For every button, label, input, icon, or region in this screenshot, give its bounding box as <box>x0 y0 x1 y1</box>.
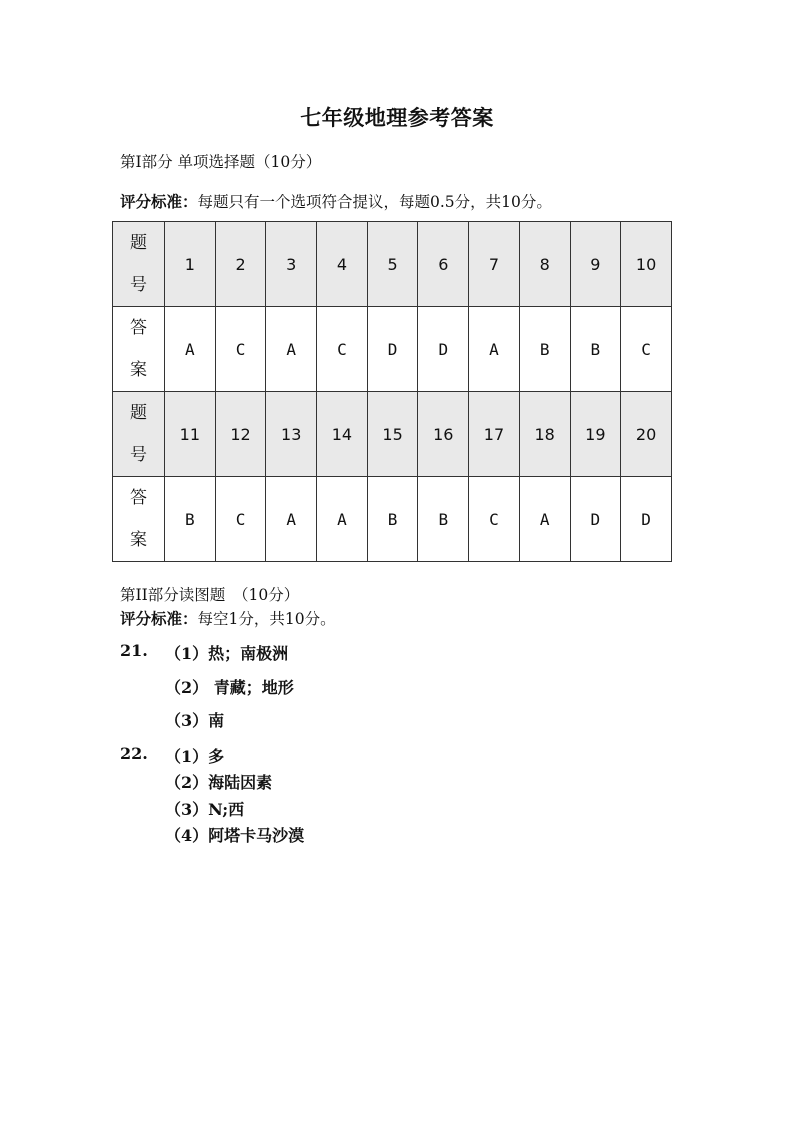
answer-cell: B <box>570 307 621 392</box>
question-number: 6 <box>418 222 469 307</box>
answer-label-cell <box>113 307 165 392</box>
question-22-answer-2: （2）海陆因素 <box>165 773 273 792</box>
question-number: 17 <box>469 392 520 477</box>
question-label: 题号 <box>130 233 147 295</box>
answer-row-2 <box>113 477 672 562</box>
part1-criteria-label: 评分标准： <box>120 192 198 211</box>
answer-label: 答案 <box>130 488 147 550</box>
question-number: 12 <box>215 392 266 477</box>
answer-cell: B <box>165 477 216 562</box>
question-number: 14 <box>317 392 368 477</box>
part2-criteria-label: 评分标准： <box>120 609 198 628</box>
answer-cell: D <box>367 307 418 392</box>
question-label: 题号 <box>130 403 147 465</box>
question-number: 13 <box>266 392 317 477</box>
answer-cell: B <box>418 477 469 562</box>
question-number: 3 <box>266 222 317 307</box>
answer-cell: C <box>621 307 672 392</box>
question-22-answer-4: （4）阿塔卡马沙漠 <box>165 826 305 845</box>
question-number: 10 <box>621 222 672 307</box>
answer-label-cell <box>113 477 165 562</box>
question-number: 7 <box>469 222 520 307</box>
answer-cell: A <box>469 307 520 392</box>
answer-cell: C <box>317 307 368 392</box>
question-number: 19 <box>570 392 621 477</box>
part2-criteria-text: 每空1分，共10分。 <box>197 610 336 628</box>
part1-heading: 第Ⅰ部分 单项选择题（10分） <box>120 153 322 171</box>
answer-cell: B <box>519 307 570 392</box>
answer-cell: A <box>266 307 317 392</box>
page-title: 七年级地理参考答案 <box>300 105 494 130</box>
answer-cell: A <box>266 477 317 562</box>
question-21-answer-3: （3）南 <box>165 711 225 730</box>
question-21-number: 21. <box>120 641 148 660</box>
answer-row-1 <box>113 307 672 392</box>
answer-cell: C <box>215 307 266 392</box>
question-number: 8 <box>519 222 570 307</box>
question-number: 18 <box>519 392 570 477</box>
answer-label: 答案 <box>130 318 147 380</box>
question-number: 15 <box>367 392 418 477</box>
question-number-row-1 <box>113 222 672 307</box>
question-label-cell <box>113 222 165 307</box>
answer-cell: C <box>215 477 266 562</box>
answer-cell: D <box>570 477 621 562</box>
question-21-answer-1: （1）热；南极洲 <box>165 644 289 663</box>
part2-criteria <box>120 607 336 629</box>
answer-cell: D <box>418 307 469 392</box>
answer-cell: A <box>165 307 216 392</box>
question-number: 2 <box>215 222 266 307</box>
question-number: 16 <box>418 392 469 477</box>
question-number: 20 <box>621 392 672 477</box>
question-number: 11 <box>165 392 216 477</box>
question-number-row-2 <box>113 392 672 477</box>
question-22-answer-3: （3）N;西 <box>165 800 245 819</box>
question-21-answer-2: （2） 青藏；地形 <box>165 678 294 697</box>
question-number: 1 <box>165 222 216 307</box>
answer-cell: B <box>367 477 418 562</box>
question-number: 9 <box>570 222 621 307</box>
question-22-answer-1: （1）多 <box>165 747 225 766</box>
question-number: 4 <box>317 222 368 307</box>
part2-heading: 第II部分读图题 （10分） <box>120 586 300 604</box>
question-22-number: 22. <box>120 744 148 763</box>
question-number: 5 <box>367 222 418 307</box>
answer-cell: A <box>317 477 368 562</box>
answer-cell: D <box>621 477 672 562</box>
answer-cell: C <box>469 477 520 562</box>
part1-criteria <box>120 190 552 212</box>
answer-table <box>112 221 672 562</box>
question-label-cell <box>113 392 165 477</box>
answer-cell: A <box>519 477 570 562</box>
part1-criteria-text: 每题只有一个选项符合提议，每题0.5分，共10分。 <box>197 193 552 211</box>
